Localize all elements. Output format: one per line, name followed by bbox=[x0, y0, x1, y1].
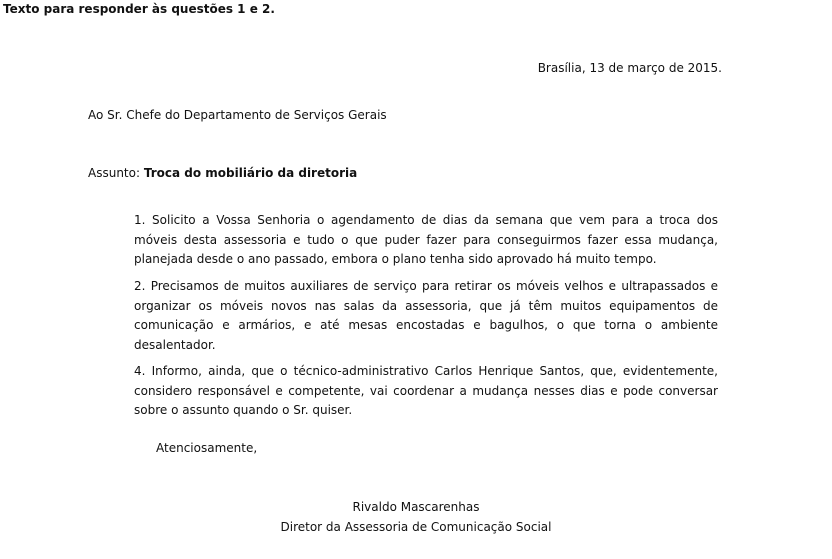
question-header: Texto para responder às questões 1 e 2. bbox=[3, 2, 275, 16]
paragraph-1: 1. Solicito a Vossa Senhoria o agendamento de dias da semana que vem para a troca dos móveis desta assessoria e tudo o que puder fazer para conseguirmos fazer essa mudança, planejada desde o ano passado, embora o plano tenha sido aprovado há muito tempo. bbox=[134, 213, 718, 266]
signature-name: Rivaldo Mascarenhas bbox=[352, 500, 480, 514]
letter-subject bbox=[88, 166, 357, 180]
subject-text: Troca do mobiliário da diretoria bbox=[143, 166, 358, 180]
letter-recipient: Ao Sr. Chefe do Departamento de Serviços Gerais bbox=[88, 108, 387, 122]
letter-closing: Atenciosamente, bbox=[156, 441, 258, 455]
letter-date: Brasília, 13 de março de 2015. bbox=[537, 61, 722, 75]
signature-title: Diretor da Assessoria de Comunicação Social bbox=[280, 520, 552, 534]
paragraph-3: 4. Informo, ainda, que o técnico-administrativo Carlos Henrique Santos, que, evidentemente, considero responsável e competente, vai coordenar a mudança nesses dias e pode conversar sobre o assunto quando o Sr. quiser. bbox=[134, 364, 718, 417]
subject-label: Assunto: bbox=[88, 166, 144, 180]
paragraph-2: 2. Precisamos de muitos auxiliares de serviço para retirar os móveis velhos e ultrapassados e organizar os móveis novos nas salas da assessoria, que já têm muitos equipamentos de comunicação e armários, e até mesas encostadas e bagulhos, o que torna o ambiente desalentador. bbox=[134, 279, 718, 352]
